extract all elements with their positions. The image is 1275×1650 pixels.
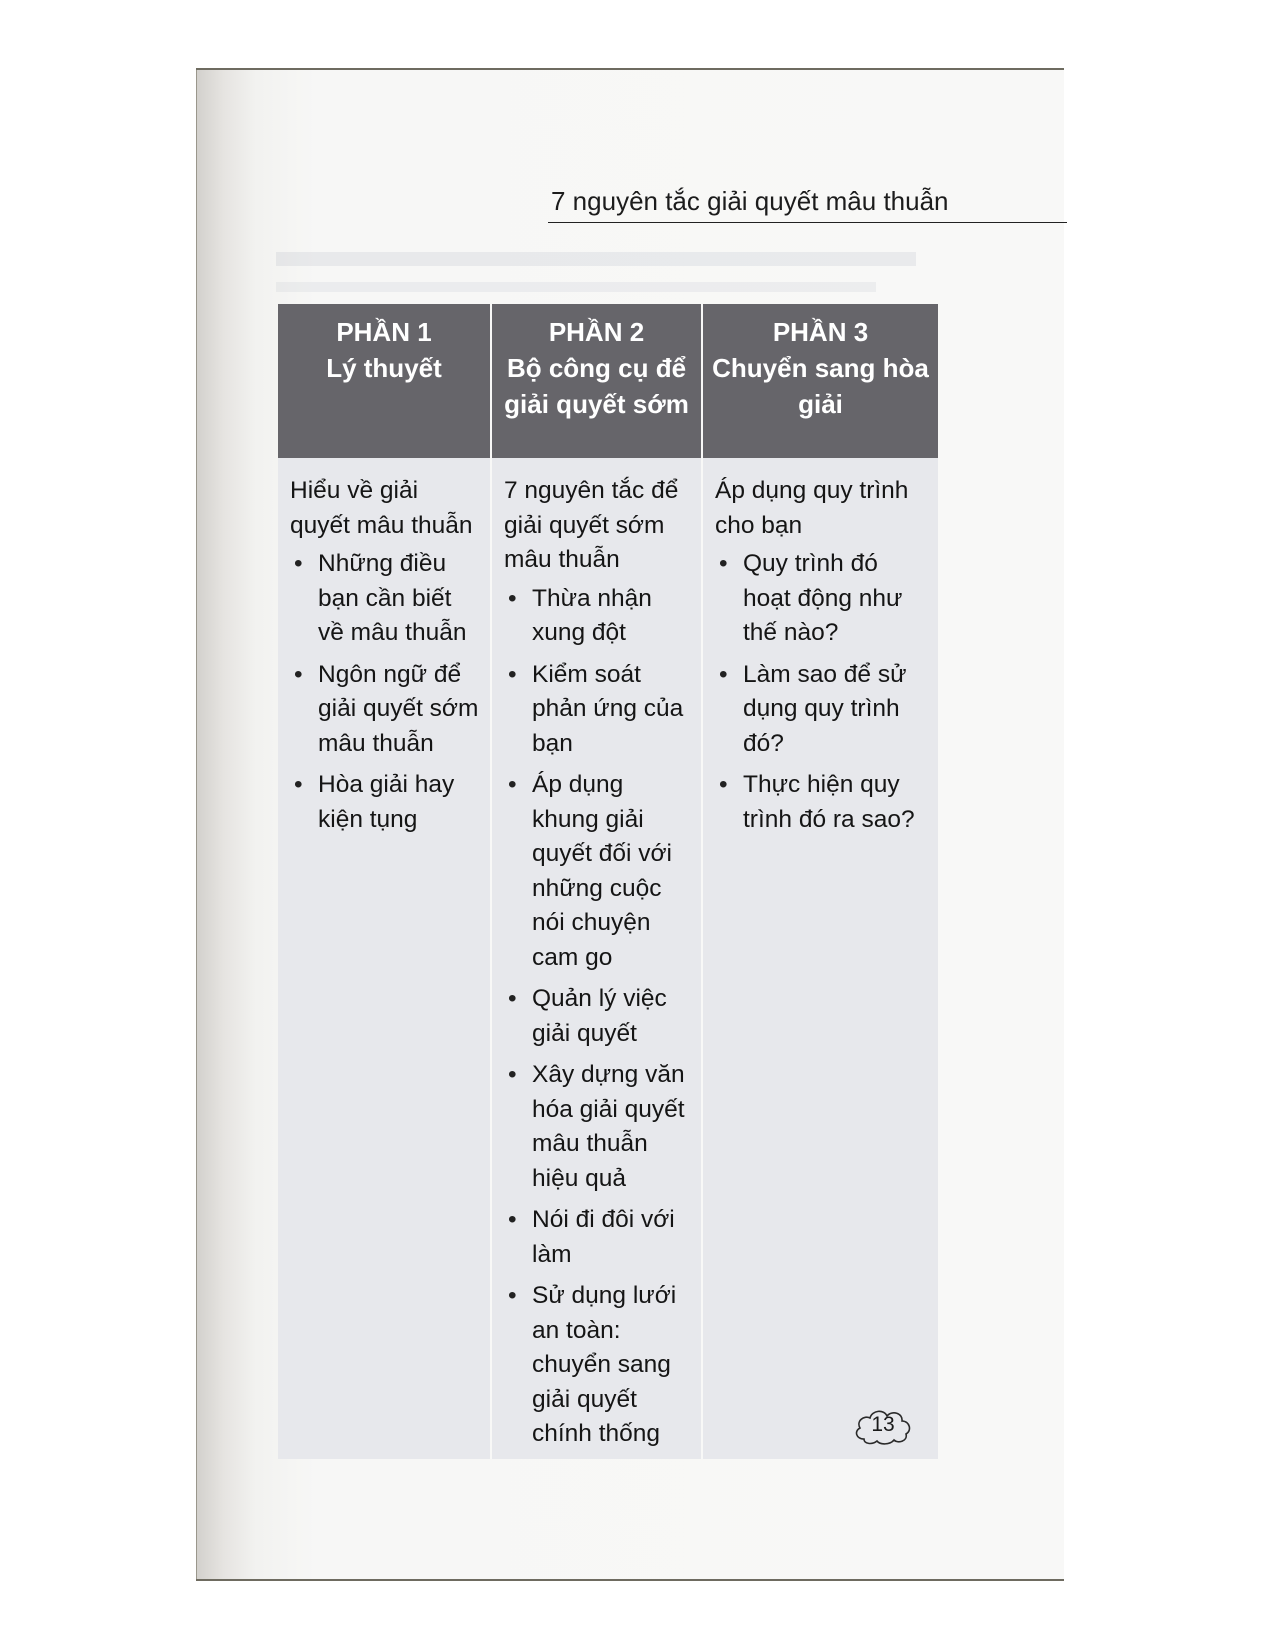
list-item: • Hòa giải hay kiện tụng [290,768,480,837]
part-1-content [278,458,491,1459]
page-number-badge [852,1405,914,1447]
list-item: • Sử dụng lưới an toàn: chuyển sang giải quyết chính thống [504,1279,691,1452]
table-body-row [278,458,938,1459]
part-2-intro: 7 nguyên tắc để giải quyết sớm mâu thuẫn [504,477,679,573]
list-item: • Quản lý việc giải quyết [504,982,691,1051]
part-3-header [702,304,938,458]
part-3-title: Chuyển sang hòa giải [712,353,929,419]
part-1-intro: Hiểu về giải quyết mâu thuẫn [290,477,473,539]
list-item: • Làm sao để sử dụng quy trình đó? [715,658,928,762]
part-3-content [702,458,938,1459]
list-item: • Thừa nhận xung đột [504,582,691,651]
part-2-header [491,304,702,458]
running-head: 7 nguyên tắc giải quyết mâu thuẫn [548,186,1067,223]
part-1-list [290,547,480,837]
part-2-content [491,458,702,1459]
list-item: • Xây dựng văn hóa giải quyết mâu thuẫn hiệu quả [504,1058,691,1196]
book-outline-table [278,304,938,1459]
list-item: • Nói đi đôi với làm [504,1203,691,1272]
table-header-row [278,304,938,458]
list-item: • Áp dụng khung giải quyết đối với những cuộc nói chuyện cam go [504,768,691,975]
part-3-list [715,547,928,837]
part-1-title: Lý thuyết [326,353,442,383]
part-1-label: PHẦN 1 [336,317,432,347]
part-2-title: Bộ công cụ để giải quyết sớm [504,353,689,419]
list-item: • Ngôn ngữ để giải quyết sớm mâu thuẫn [290,658,480,762]
list-item: • Thực hiện quy trình đó ra sao? [715,768,928,837]
list-item: • Quy trình đó hoạt động như thế nào? [715,547,928,651]
book-page [196,68,1064,1581]
part-3-label: PHẦN 3 [772,317,869,347]
list-item: • Những điều bạn cần biết về mâu thuẫn [290,547,480,651]
part-3-intro: Áp dụng quy trình cho bạn [715,477,909,539]
page-number: 13 [871,1413,895,1436]
part-2-label: PHẦN 2 [548,317,645,347]
list-item: • Kiểm soát phản ứng của bạn [504,658,691,762]
bleed-lines-graphic [276,242,936,302]
part-2-list [504,582,691,1452]
part-1-header [278,304,491,458]
